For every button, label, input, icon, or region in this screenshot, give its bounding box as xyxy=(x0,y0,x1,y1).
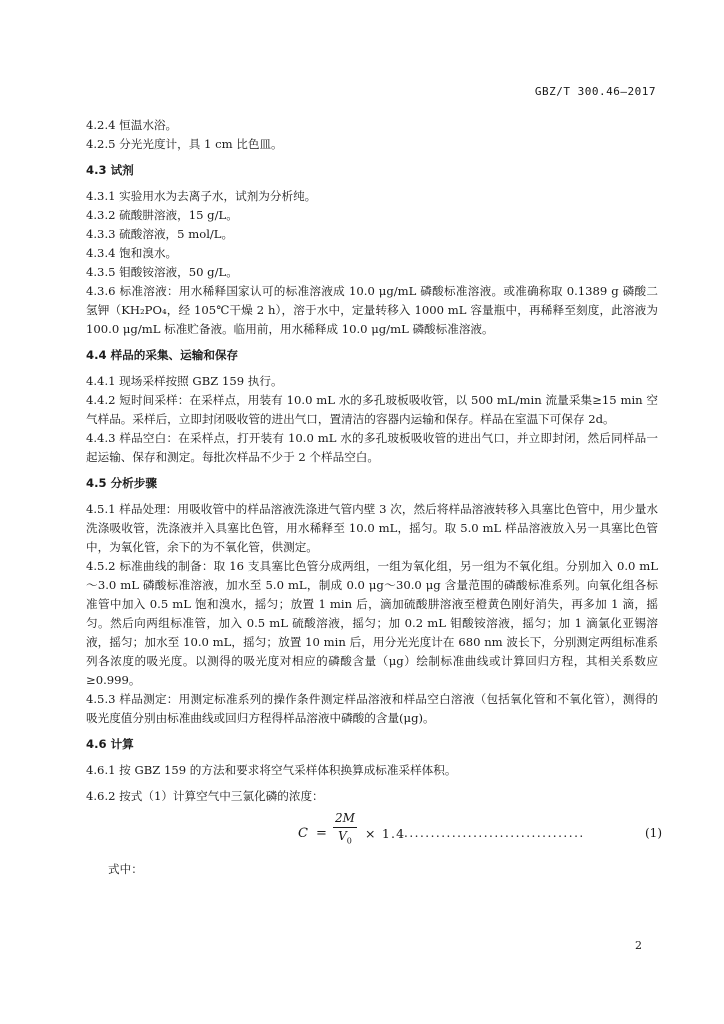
clause-4-2-5: 4.2.5 分光光度计，具 1 cm 比色皿。 xyxy=(86,137,283,151)
clause-4-3-3: 4.3.3 硫酸溶液，5 mol/L。 xyxy=(86,227,234,241)
formula-denominator-base: V xyxy=(338,829,347,843)
formula-numerator: 2M xyxy=(333,810,357,828)
formula-equals: = xyxy=(316,826,327,841)
clause-4-2-4: 4.2.4 恒温水浴。 xyxy=(86,118,178,132)
formula-1 xyxy=(86,810,662,858)
clause-4-5-1: 4.5.1 样品处理：用吸收管中的样品溶液洗涤进气管内壁 3 次，然后将样品溶液转移入具塞比色管中，用少量水洗涤吸收管，洗涤液并入具塞比色管，用水稀释至 10.0 mL，摇匀。取 5.0 mL 样品溶液放入另一具塞比色管中，为氧化管，余下的为不氧化管，供测定。 xyxy=(86,502,658,554)
section-heading-4-5: 4.5 分析步骤 xyxy=(86,476,157,490)
clause-4-4-3: 4.4.3 样品空白：在采样点，打开装有 10.0 mL 水的多孔玻板吸收管的进出气口，并立即封闭，然后同样品一起运输、保存和测定。每批次样品不少于 2 个样品空白。 xyxy=(86,431,658,464)
formula-lhs: C xyxy=(298,826,308,841)
clause-4-4-2: 4.4.2 短时间采样：在采样点，用装有 10.0 mL 水的多孔玻板吸收管，以 500 mL/min 流量采集≥15 min 空气样品。采样后，立即封闭吸收管的进出气口，置清洁的容器内运输和保存。样品在室温下可保存 2d。 xyxy=(86,393,658,426)
formula-factor: × 1.4 xyxy=(365,826,406,841)
formula-denominator xyxy=(333,828,357,849)
formula-leader-dots: .................................. xyxy=(404,826,585,840)
section-heading-4-6: 4.6 计算 xyxy=(86,737,134,751)
page-number: 2 xyxy=(635,939,642,952)
clause-4-6-2: 4.6.2 按式（1）计算空气中三氯化磷的浓度： xyxy=(86,789,324,803)
clause-4-3-5: 4.3.5 钼酸铵溶液，50 g/L。 xyxy=(86,265,238,279)
clause-4-6-1: 4.6.1 按 GBZ 159 的方法和要求将空气采样体积换算成标准采样体积。 xyxy=(86,763,457,777)
formula-fraction xyxy=(333,810,357,849)
document-code: GBZ/T 300.46—2017 xyxy=(534,85,656,98)
clause-4-3-1: 4.3.1 实验用水为去离子水，试剂为分析纯。 xyxy=(86,189,317,203)
clause-4-5-3: 4.5.3 样品测定：用测定标准系列的操作条件测定样品溶液和样品空白溶液（包括氧化管和不氧化管），测得的吸光度值分别由标准曲线或回归方程得样品溶液中磷酸的含量(μg)。 xyxy=(86,692,658,725)
clause-4-5-2: 4.5.2 标准曲线的制备：取 16 支具塞比色管分成两组，一组为氧化组，另一组为不氧化组。分别加入 0.0 mL～3.0 mL 磷酸标准溶液，加水至 5.0 mL，制成 0.0 μg～30.0 μg 含量范围的磷酸标准系列。向氧化组各标准管中加入 0.5 mL 饱和溴水，摇匀；放置 1 min 后，滴加硫酸肼溶液至橙黄色刚好消失，再多加 1 滴，摇匀。然后向两组标准管，加入 0.5 mL 硫酸溶液，摇匀；加 0.2 mL 钼酸铵溶液，摇匀；加 1 滴氯化亚锡溶液，摇匀；加水至 10.0 mL，摇匀；放置 10 min 后，用分光光度计在 680 nm 波长下，分别测定两组标准系列各浓度的吸光度。以测得的吸光度对相应的磷酸含量（μg）绘制标准曲线或计算回归方程，其相关系数应≥0.999。 xyxy=(86,559,658,687)
clause-4-3-4: 4.3.4 饱和溴水。 xyxy=(86,246,178,260)
formula-number: (1) xyxy=(645,826,662,840)
page-body xyxy=(86,116,662,879)
where-label: 式中： xyxy=(108,862,143,876)
section-heading-4-3: 4.3 试剂 xyxy=(86,163,134,177)
formula-denominator-sub: 0 xyxy=(346,836,352,846)
clause-4-3-6: 4.3.6 标准溶液：用水稀释国家认可的标准溶液成 10.0 μg/mL 磷酸标准溶液。或准确称取 0.1389 g 磷酸二氢钾（KH₂PO₄，经 105℃干燥 2 h），溶于水中，定量转移入 1000 mL 容量瓶中，再稀释至刻度，此溶液为 100.0 μg/mL 标准贮备液。临用前，用水稀释成 10.0 μg/mL 磷酸标准溶液。 xyxy=(86,284,658,336)
section-heading-4-4: 4.4 样品的采集、运输和保存 xyxy=(86,348,239,362)
clause-4-4-1: 4.4.1 现场采样按照 GBZ 159 执行。 xyxy=(86,374,283,388)
clause-4-3-2: 4.3.2 硫酸肼溶液，15 g/L。 xyxy=(86,208,238,222)
